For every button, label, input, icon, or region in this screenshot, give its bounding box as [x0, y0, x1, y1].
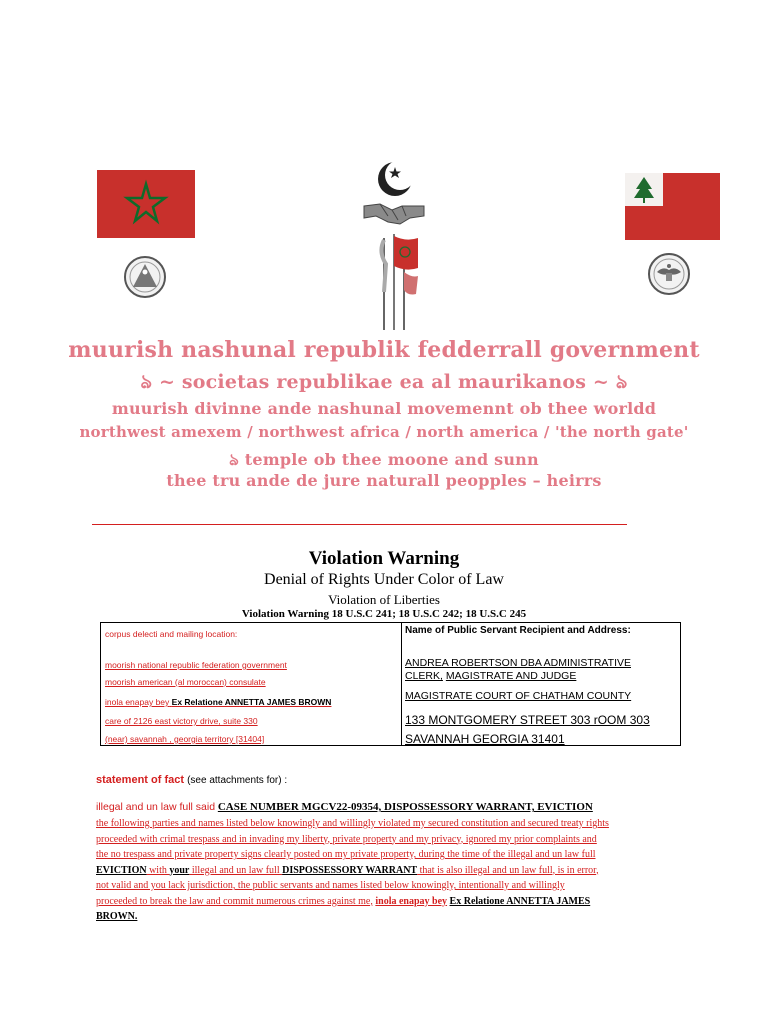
statute-line: Violation Warning 18 U.S.C 241; 18 U.S.C 242; 18 U.S.C 245	[241, 608, 527, 620]
org-line-location: northwest amexem / northwest africa / north america / 'the north gate'	[79, 423, 689, 441]
recipient-street: 133 MONTGOMERY STREET 303 rOOM 303	[405, 713, 650, 727]
document-subtitle: Denial of Rights Under Color of Law	[264, 571, 504, 588]
scroll-ornament-icon: ঌ	[615, 371, 628, 393]
recipient-city: SAVANNAH GEORGIA 31401	[405, 732, 565, 746]
case-line: illegal and un law full said CASE NUMBER MGCV22-09354, DISPOSSESSORY WARRANT, EVICTION	[96, 801, 593, 813]
location-line: moorish american (al moroccan) consulate	[105, 677, 266, 687]
address-table	[100, 622, 681, 746]
location-line: inola enapay bey Ex Relatione ANNETTA JAMES BROWN	[105, 697, 332, 707]
org-subtitle: ঌ ~ societas republikae ea al maurikanos ~ ঌ	[140, 371, 628, 393]
scroll-ornament-icon: ঌ	[229, 450, 240, 469]
pine-tree-flag-icon	[625, 173, 720, 240]
org-title: muurish nashunal republik fedderrall government	[68, 337, 700, 363]
mailing-location-cell	[101, 623, 402, 746]
location-line: moorish national republic federation government	[105, 660, 287, 670]
location-line: (near) savannah , georgia territory [31404]	[105, 734, 265, 744]
statement-body: the following parties and names listed below knowingly and willingly violated my secured constitution and secured treaty rights proceeded with crimal trespass and in invading my liberty, private property and my privacy, ignored my prior complaints and the no trespass and private property signs clearly posted on my private property, during the time of the illegal and un law full EVICTION with your illegal and un law full DISPOSSESSORY WARRANT that is also illegal and un law full, is in error, not valid and you lack jurisdiction, the public servants and names listed below knowingly, intentionally and willingly proceeded to break the law and commit numerous crimes against me, inola enapay bey Ex Relatione ANNETTA JAMES BROWN.	[96, 818, 609, 922]
great-seal-icon	[647, 252, 691, 296]
flag-bundle-icon	[374, 232, 420, 332]
morocco-flag-icon	[97, 170, 195, 238]
pyramid-seal-icon	[123, 255, 167, 299]
document-title: Violation Warning	[308, 548, 460, 569]
scroll-ornament-icon: ঌ	[140, 371, 153, 393]
crescent-star-icon	[372, 158, 418, 200]
location-line: care of 2126 east victory drive, suite 330	[105, 716, 258, 726]
recipient-header: Name of Public Servant Recipient and Address:	[405, 625, 631, 636]
mailing-location-header: corpus delecti and mailing location:	[105, 629, 238, 639]
statement-heading: statement of fact (see attachments for) :	[96, 774, 288, 786]
recipient-court: MAGISTRATE COURT OF CHATHAM COUNTY	[405, 690, 632, 702]
recipient-cell	[402, 623, 681, 746]
handshake-icon	[362, 198, 426, 228]
divider-rule	[92, 524, 627, 525]
org-line-movement: muurish divinne ande nashunal movemennt ob thee worldd	[111, 399, 657, 418]
document-subtitle-2: Violation of Liberties	[328, 592, 440, 607]
org-line-temple: ঌ temple ob thee moone and sunn	[229, 450, 539, 469]
org-line-heirs: thee tru ande de jure naturall peopples – heirrs	[166, 471, 602, 490]
recipient-name: ANDREA ROBERTSON DBA ADMINISTRATIVE	[405, 657, 631, 669]
recipient-title: CLERK, MAGISTRATE AND JUDGE	[405, 670, 577, 682]
